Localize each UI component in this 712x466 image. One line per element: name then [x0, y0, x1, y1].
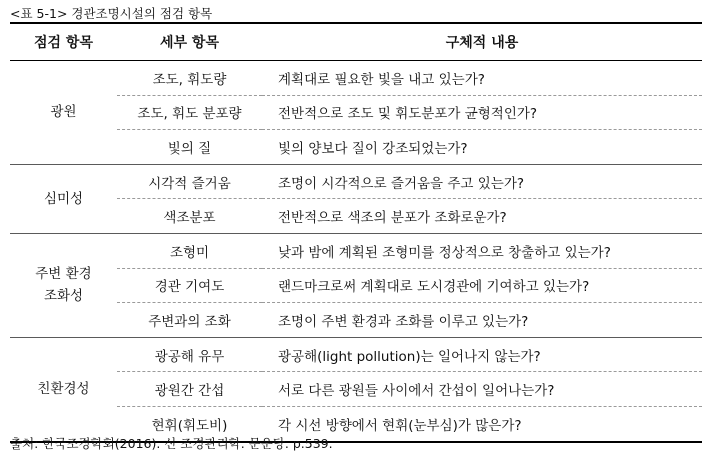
sub-item-cell: 색조분포 [117, 199, 262, 234]
detail-cell: 각 시선 방향에서 현휘(눈부심)가 많은가? [262, 406, 702, 441]
table-row [10, 337, 702, 372]
item-cell [10, 164, 117, 233]
header-item: 점검 항목 [10, 23, 117, 61]
item-label: 친환경성 [37, 381, 90, 398]
item-label-line1: 주변 환경 [35, 266, 92, 283]
item-label: 광원 [50, 104, 77, 121]
detail-cell: 광공해(light pollution)는 일어나지 않는가? [262, 337, 702, 372]
sub-item-cell: 현휘(휘도비) [117, 406, 262, 441]
detail-cell: 낮과 밤에 계획된 조형미를 정상적으로 창출하고 있는가? [262, 233, 702, 268]
sub-item-cell: 주변과의 조화 [117, 303, 262, 338]
header-row [10, 23, 702, 61]
inspection-table [10, 22, 702, 443]
sub-item-cell: 광공해 유무 [117, 337, 262, 372]
detail-cell: 빛의 양보다 질이 강조되었는가? [262, 130, 702, 165]
sub-item-cell: 빛의 질 [117, 130, 262, 165]
table-row [10, 164, 702, 199]
sub-item-cell: 광원간 간섭 [117, 372, 262, 407]
sub-item-cell: 조도, 휘도 분포량 [117, 95, 262, 130]
sub-item-cell: 조형미 [117, 233, 262, 268]
detail-cell: 전반적으로 조도 및 휘도분포가 균형적인가? [262, 95, 702, 130]
item-label: 심미성 [43, 190, 84, 207]
table-row [10, 233, 702, 268]
header-details: 구체적 내용 [262, 23, 702, 61]
detail-cell: 랜드마크로써 계획대로 도시경관에 기여하고 있는가? [262, 268, 702, 303]
item-cell [10, 337, 117, 441]
item-cell [10, 233, 117, 337]
detail-cell: 서로 다른 광원들 사이에서 간섭이 일어나는가? [262, 372, 702, 407]
table-caption: <표 5-1> 경관조명시설의 점검 항목 [10, 6, 213, 21]
table-row [10, 61, 702, 96]
sub-item-cell: 시각적 즐거움 [117, 164, 262, 199]
sub-item-cell: 조도, 휘도량 [117, 61, 262, 96]
detail-cell: 조명이 시각적으로 즐거움을 주고 있는가? [262, 164, 702, 199]
detail-cell: 전반적으로 색조의 분포가 조화로운가? [262, 199, 702, 234]
header-sub-item: 세부 항목 [117, 23, 262, 61]
detail-cell: 조명이 주변 환경과 조화를 이루고 있는가? [262, 303, 702, 338]
item-label-line2: 조화성 [43, 288, 84, 305]
detail-cell: 계획대로 필요한 빛을 내고 있는가? [262, 61, 702, 96]
sub-item-cell: 경관 기여도 [117, 268, 262, 303]
source-note: 출처: 한국조경학회(2016). 신 조경관리학. 문운당. p.539. [10, 436, 333, 451]
item-cell [10, 61, 117, 165]
